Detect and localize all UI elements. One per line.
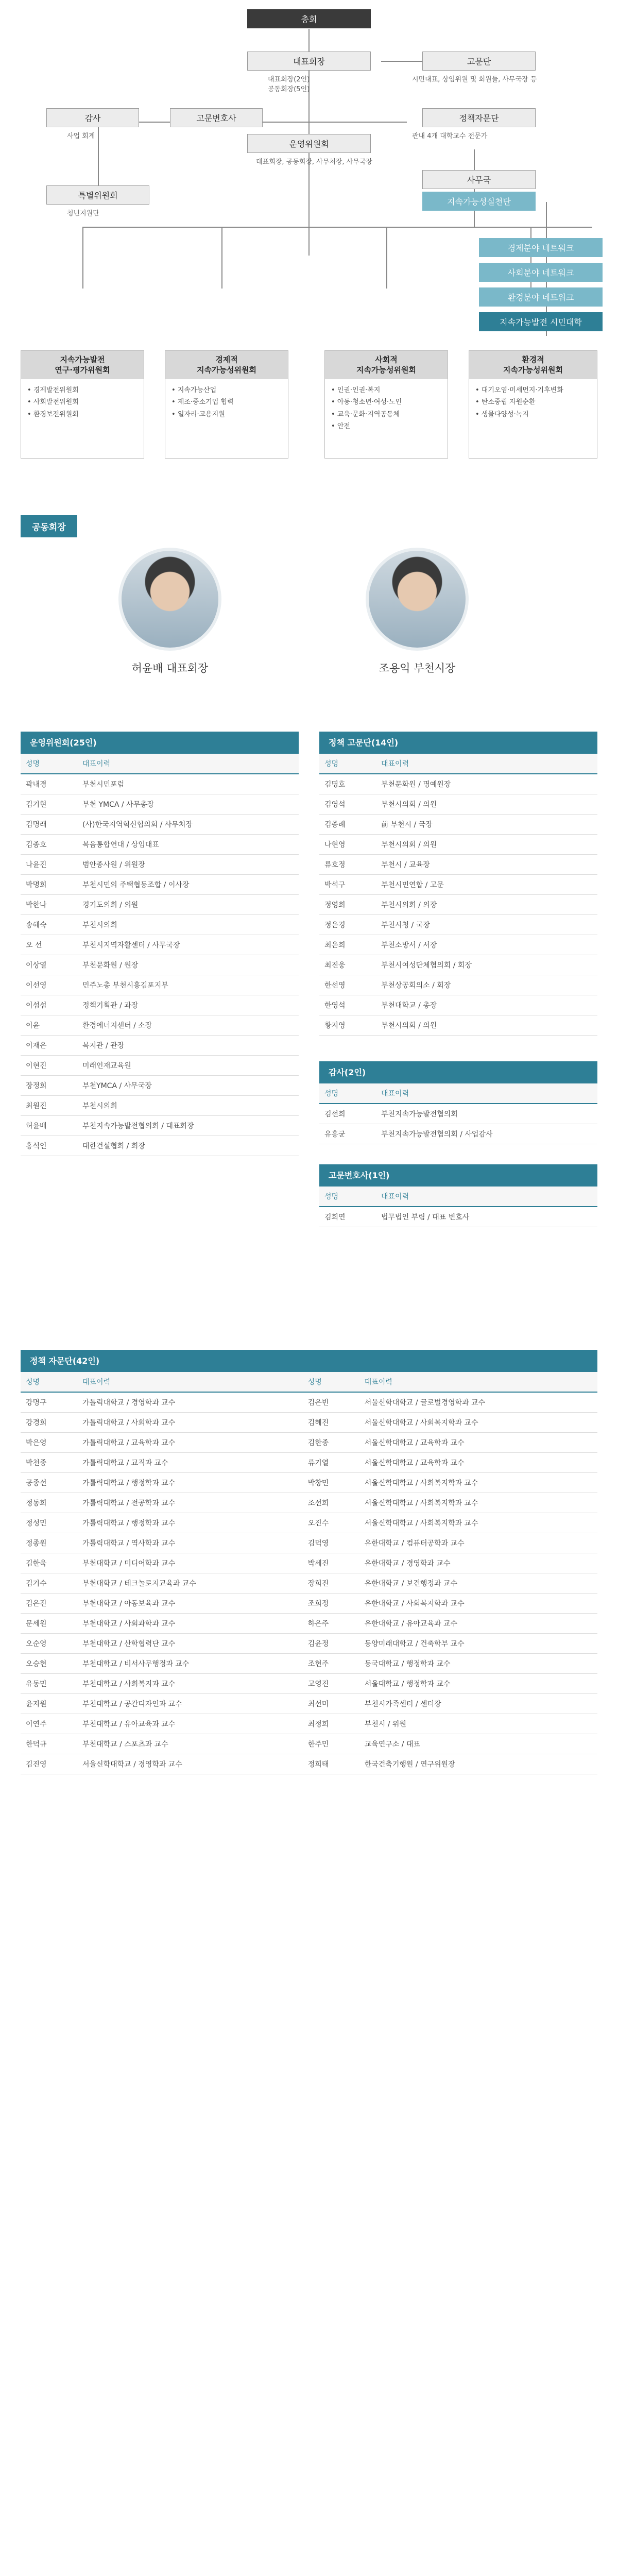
- cell-history: 경기도의회 / 의원: [77, 895, 299, 915]
- cell-history: 서울신학대학교 / 교육학과 교수: [359, 1453, 597, 1473]
- cell-name: 문세원: [21, 1614, 77, 1634]
- cell-name: 김희연: [319, 1207, 376, 1227]
- cell-history: 가톨릭대학교 / 전공학과 교수: [77, 1493, 303, 1513]
- cell-history: 부천대학교 / 아동보육과 교수: [77, 1594, 303, 1614]
- table-audit: [319, 1061, 597, 1144]
- table-steering: [21, 732, 299, 1156]
- cell-history: 부천대학교 / 스포츠과 교수: [77, 1734, 303, 1754]
- table-row: [21, 1392, 597, 1413]
- cell-name: 오진수: [303, 1513, 359, 1533]
- cell-history: 부천시지역자활센터 / 사무국장: [77, 935, 299, 955]
- leader-mayor: [350, 548, 484, 675]
- committee-item: • 일자리·고용지원: [171, 409, 282, 420]
- table-row: [21, 1573, 597, 1594]
- org-general-assembly: 총회: [247, 9, 371, 28]
- table-row: [21, 1136, 299, 1156]
- org-division-college: 지속가능발전 시민대학: [479, 312, 603, 331]
- org-secretariat-sub: 지속가능성실천단: [422, 192, 536, 211]
- table-row: [21, 855, 299, 875]
- committee-item: • 경제발전위원회: [27, 384, 138, 396]
- table-row: [21, 815, 299, 835]
- cell-history: 부천지속가능발전협의회: [376, 1104, 597, 1124]
- cell-history: 부천대학교 / 사회복지과 교수: [77, 1674, 303, 1694]
- org-special-note: 청년지원단: [67, 210, 99, 217]
- cell-name: 조현주: [303, 1654, 359, 1674]
- table-row: [21, 1096, 299, 1116]
- committee-card-society: [324, 350, 448, 459]
- cell-name: 송혜숙: [21, 915, 77, 935]
- cell-name: 김기수: [21, 1573, 77, 1594]
- cell-name: 이상열: [21, 955, 77, 975]
- cell-name: 정은경: [319, 915, 376, 935]
- cell-history: 부천지속가능발전협의회 / 대표회장: [77, 1116, 299, 1136]
- cell-history: 가톨릭대학교 / 교직과 교수: [77, 1453, 303, 1473]
- cell-name: 곽내경: [21, 774, 77, 794]
- cell-name: 한주민: [303, 1734, 359, 1754]
- cell-name: 박천종: [21, 1453, 77, 1473]
- table-row: [319, 815, 597, 835]
- col-history: 대표이력: [359, 1371, 597, 1392]
- org-audit: 감사: [46, 108, 139, 127]
- leader-name: 조용익 부천시장: [379, 662, 456, 674]
- table-title: 운영위원회(25인): [21, 732, 299, 753]
- committee-item: • 제조·중소기업 협력: [171, 396, 282, 408]
- table-row: [319, 955, 597, 975]
- cell-history: 유한대학교 / 컴퓨터공학과 교수: [359, 1533, 597, 1553]
- table-row: [21, 1614, 597, 1634]
- cell-name: 이현진: [21, 1056, 77, 1076]
- cell-history: 환경에너지센터 / 소장: [77, 1015, 299, 1036]
- leader-name: 허윤배 대표회장: [131, 662, 209, 674]
- cell-name: 오 선: [21, 935, 77, 955]
- cell-name: 류기열: [303, 1453, 359, 1473]
- cell-history: 가톨릭대학교 / 경영학과 교수: [77, 1392, 303, 1413]
- org-chart: [0, 0, 618, 515]
- table-row: [21, 915, 299, 935]
- cell-history: 서울신학대학교 / 사회복지학과 교수: [359, 1473, 597, 1493]
- cell-history: 부천시의회 / 의원: [376, 1015, 597, 1036]
- cell-history: 부천시 / 교육장: [376, 855, 597, 875]
- cell-history: 유한대학교 / 유아교육과 교수: [359, 1614, 597, 1634]
- table-row: [21, 955, 299, 975]
- cell-name: 홍석인: [21, 1136, 77, 1156]
- committee-title: 지속가능발전 연구·평가위원회: [21, 351, 144, 379]
- table-row: [319, 975, 597, 995]
- table-row: [319, 794, 597, 815]
- org-division-environment: 환경분야 네트워크: [479, 287, 603, 307]
- cell-name: 김명래: [21, 815, 77, 835]
- cell-history: 부천대학교 / 비서사무행정과 교수: [77, 1654, 303, 1674]
- cell-name: 김진영: [21, 1754, 77, 1774]
- cell-history: 부천대학교 / 테크놀로지교육과 교수: [77, 1573, 303, 1594]
- cell-name: 박명희: [21, 875, 77, 895]
- org-consult-note: 시민대표, 상임위원 및 회원들, 사무국장 등: [412, 76, 537, 83]
- col-name: 성명: [303, 1371, 359, 1392]
- cell-history: 부천시의회: [77, 915, 299, 935]
- table-row: [21, 1754, 597, 1774]
- table-row: [21, 1036, 299, 1056]
- cell-history: 부천시청 / 국장: [376, 915, 597, 935]
- cell-history: 부천시 / 위원: [359, 1714, 597, 1734]
- cell-history: 부천 YMCA / 사무총장: [77, 794, 299, 815]
- cell-history: 유한대학교 / 경영학과 교수: [359, 1553, 597, 1573]
- col-name: 성명: [319, 1083, 376, 1104]
- table-row: [319, 835, 597, 855]
- cell-name: 장희진: [303, 1573, 359, 1594]
- table-title: 정책 자문단(42인): [21, 1350, 597, 1371]
- org-advisory: 고문변호사: [170, 108, 263, 127]
- table-row: [319, 895, 597, 915]
- table-title: 감사(2인): [319, 1061, 597, 1082]
- cell-history: 부천시의회 / 의원: [376, 835, 597, 855]
- table-row: [21, 794, 299, 815]
- org-board: 대표회장: [247, 52, 371, 71]
- cell-name: 공종선: [21, 1473, 77, 1493]
- cell-name: 류호정: [319, 855, 376, 875]
- committee-item: • 사회발전위원회: [27, 396, 138, 408]
- cell-history: 유한대학교 / 사회복지학과 교수: [359, 1594, 597, 1614]
- table-row: [319, 1104, 597, 1124]
- cell-history: 미래인재교육원: [77, 1056, 299, 1076]
- table-row: [21, 1694, 597, 1714]
- table-row: [21, 1116, 299, 1136]
- cell-history: 한국건축기행원 / 연구위원장: [359, 1754, 597, 1774]
- table-consult: [319, 732, 597, 1036]
- leaders: [21, 548, 597, 713]
- committee-item: • 지속가능산업: [171, 384, 282, 396]
- cell-history: 범안종사원 / 위원장: [77, 855, 299, 875]
- cell-name: 윤지원: [21, 1694, 77, 1714]
- cell-history: 부천시민연합 / 고문: [376, 875, 597, 895]
- cell-name: 김종호: [21, 835, 77, 855]
- col-history: 대표이력: [376, 1083, 597, 1104]
- cell-name: 정영희: [319, 895, 376, 915]
- cell-history: 부천대학교 / 사회과학과 교수: [77, 1614, 303, 1634]
- org-board-note: 대표회장(2인) 공동회장(5인): [268, 76, 310, 93]
- committee-item: • 탄소중립 자원순환: [475, 396, 591, 408]
- cell-history: 복지관 / 관장: [77, 1036, 299, 1056]
- cell-name: 유홍균: [319, 1124, 376, 1144]
- committee-title: 경제적 지속가능성위원회: [165, 351, 288, 379]
- cell-name: 박은영: [21, 1433, 77, 1453]
- table-row: [21, 895, 299, 915]
- table-row: [319, 1207, 597, 1227]
- cell-name: 김한욱: [21, 1553, 77, 1573]
- col-history: 대표이력: [77, 1371, 303, 1392]
- cell-history: 서울신학대학교 / 사회복지학과 교수: [359, 1493, 597, 1513]
- cell-history: 서울대학교 / 행정학과 교수: [359, 1674, 597, 1694]
- org-division-economy: 경제분야 네트워크: [479, 238, 603, 257]
- cell-history: 부천시의회: [77, 1096, 299, 1116]
- cell-name: 이재은: [21, 1036, 77, 1056]
- cell-history: 서울신학대학교 / 사회복지학과 교수: [359, 1513, 597, 1533]
- table-row: [21, 1734, 597, 1754]
- table-row: [21, 1056, 299, 1076]
- committee-title: 사회적 지속가능성위원회: [325, 351, 448, 379]
- committee-title: 환경적 지속가능성위원회: [469, 351, 597, 379]
- cell-name: 나현영: [319, 835, 376, 855]
- table-row: [21, 995, 299, 1015]
- col-name: 성명: [319, 753, 376, 774]
- cell-history: 정책기획관 / 과장: [77, 995, 299, 1015]
- table-row: [21, 774, 299, 794]
- table-row: [319, 1124, 597, 1144]
- cell-history: 대한건설협회 / 회장: [77, 1136, 299, 1156]
- table-row: [319, 1015, 597, 1036]
- cell-name: 최선미: [303, 1694, 359, 1714]
- section-title-cochairs: 공동회장: [21, 515, 77, 537]
- committee-item: • 생물다양성·녹지: [475, 409, 591, 420]
- cell-history: 가톨릭대학교 / 행정학과 교수: [77, 1473, 303, 1493]
- table-row: [21, 1654, 597, 1674]
- policy-section: [0, 1350, 618, 1814]
- cell-history: 법무법인 부림 / 대표 변호사: [376, 1207, 597, 1227]
- cell-history: 부천시여성단체협의회 / 회장: [376, 955, 597, 975]
- cell-name: 오순영: [21, 1634, 77, 1654]
- cell-name: 하은주: [303, 1614, 359, 1634]
- table-row: [21, 1513, 597, 1533]
- col-history: 대표이력: [376, 753, 597, 774]
- cell-history: 부천상공회의소 / 회장: [376, 975, 597, 995]
- org-secretariat: 사무국: [422, 170, 536, 189]
- cell-history: 부천지속가능발전협의회 / 사업감사: [376, 1124, 597, 1144]
- cell-name: 황지영: [319, 1015, 376, 1036]
- cell-name: 한덕규: [21, 1734, 77, 1754]
- table-row: [21, 1634, 597, 1654]
- table-row: [21, 975, 299, 995]
- table-row: [21, 835, 299, 855]
- col-name: 성명: [21, 1371, 77, 1392]
- cell-history: 서울신학대학교 / 경영학과 교수: [77, 1754, 303, 1774]
- cell-history: 부천대학교 / 산학협력단 교수: [77, 1634, 303, 1654]
- table-row: [21, 1453, 597, 1473]
- cell-name: 김종례: [319, 815, 376, 835]
- cell-name: 이윤: [21, 1015, 77, 1036]
- table-row: [21, 1015, 299, 1036]
- cell-name: 김선희: [319, 1104, 376, 1124]
- table-title: 고문변호사(1인): [319, 1164, 597, 1185]
- cell-history: 부천시의회 / 의원: [376, 794, 597, 815]
- col-history: 대표이력: [77, 753, 299, 774]
- cell-name: 김은진: [21, 1594, 77, 1614]
- table-row: [319, 915, 597, 935]
- table-row: [21, 1076, 299, 1096]
- table-row: [319, 995, 597, 1015]
- org-consult: 고문단: [422, 52, 536, 71]
- table-row: [21, 1553, 597, 1573]
- cell-name: 이선영: [21, 975, 77, 995]
- cell-history: 부천대학교 / 유아교육과 교수: [77, 1714, 303, 1734]
- cell-history: 유한대학교 / 보건행정과 교수: [359, 1573, 597, 1594]
- cell-history: 교육연구소 / 대표: [359, 1734, 597, 1754]
- cell-history: 부천문화원 / 명예원장: [376, 774, 597, 794]
- org-steering: 운영위원회: [247, 134, 371, 153]
- table-row: [21, 875, 299, 895]
- cell-history: 서울신학대학교 / 글로벌경영학과 교수: [359, 1392, 597, 1413]
- cell-history: 복음통합연대 / 상임대표: [77, 835, 299, 855]
- cell-name: 김은빈: [303, 1392, 359, 1413]
- cell-history: (사)한국지역혁신협의회 / 사무처장: [77, 815, 299, 835]
- cell-name: 이섬섬: [21, 995, 77, 1015]
- table-row: [319, 855, 597, 875]
- cell-name: 최정희: [303, 1714, 359, 1734]
- table-row: [21, 1473, 597, 1493]
- cell-name: 나윤진: [21, 855, 77, 875]
- committee-card-research: [21, 350, 144, 459]
- cell-name: 정희태: [303, 1754, 359, 1774]
- cell-name: 장정희: [21, 1076, 77, 1096]
- cell-name: 강경희: [21, 1413, 77, 1433]
- col-history: 대표이력: [376, 1186, 597, 1207]
- table-row: [319, 774, 597, 794]
- org-division-society: 사회분야 네트워크: [479, 263, 603, 282]
- cell-name: 박석구: [319, 875, 376, 895]
- table-advisory: [319, 1164, 597, 1227]
- cell-history: 부천대학교 / 공간디자인과 교수: [77, 1694, 303, 1714]
- cell-name: 조선희: [303, 1493, 359, 1513]
- cell-name: 박한나: [21, 895, 77, 915]
- table-row: [21, 1533, 597, 1553]
- cell-name: 김한종: [303, 1433, 359, 1453]
- table-row: [21, 1493, 597, 1513]
- table-row: [21, 1714, 597, 1734]
- cell-name: 김명호: [319, 774, 376, 794]
- cell-name: 고영진: [303, 1674, 359, 1694]
- committee-item: • 아동·청소년·여성·노인: [331, 396, 441, 408]
- cell-history: 부천대학교 / 총장: [376, 995, 597, 1015]
- cell-name: 허윤배: [21, 1116, 77, 1136]
- cell-name: 오승현: [21, 1654, 77, 1674]
- org-steering-note: 대표회장, 공동회장, 사무처장, 사무국장: [256, 158, 372, 166]
- table-title: 정책 고문단(14인): [319, 732, 597, 753]
- table-row: [21, 1433, 597, 1453]
- committee-item: • 환경보전위원회: [27, 409, 138, 420]
- cell-name: 정성민: [21, 1513, 77, 1533]
- committee-card-environment: [469, 350, 597, 459]
- committee-card-economy: [165, 350, 288, 459]
- committee-item: • 대기오염·미세먼지·기후변화: [475, 384, 591, 396]
- cell-name: 김덕영: [303, 1533, 359, 1553]
- policy-table: [21, 1371, 597, 1774]
- cell-history: 부천문화원 / 원장: [77, 955, 299, 975]
- cell-history: 가톨릭대학교 / 사회학과 교수: [77, 1413, 303, 1433]
- table-row: [319, 875, 597, 895]
- avatar: [118, 548, 221, 651]
- cell-name: 박세진: [303, 1553, 359, 1573]
- cell-history: 부천YMCA / 사무국장: [77, 1076, 299, 1096]
- cell-name: 유동민: [21, 1674, 77, 1694]
- table-row: [319, 935, 597, 955]
- avatar: [366, 548, 469, 651]
- committee-item: • 교육·문화·지역공동체: [331, 409, 441, 420]
- col-name: 성명: [319, 1186, 376, 1207]
- table-row: [21, 1413, 597, 1433]
- committee-item: • 안전: [331, 420, 441, 432]
- cell-history: 서울신학대학교 / 사회복지학과 교수: [359, 1413, 597, 1433]
- leader-chairman: [103, 548, 237, 675]
- cell-name: 정종원: [21, 1533, 77, 1553]
- cell-name: 김영석: [319, 794, 376, 815]
- table-row: [21, 1674, 597, 1694]
- cell-name: 이연주: [21, 1714, 77, 1734]
- cell-name: 김윤정: [303, 1634, 359, 1654]
- org-special: 특별위원회: [46, 185, 149, 205]
- cell-history: 부천시민포럼: [77, 774, 299, 794]
- cell-name: 최원진: [21, 1096, 77, 1116]
- cell-history: 동국대학교 / 행정학과 교수: [359, 1654, 597, 1674]
- cell-history: 가톨릭대학교 / 역사학과 교수: [77, 1533, 303, 1553]
- cell-name: 최진웅: [319, 955, 376, 975]
- cell-history: 서울신학대학교 / 교육학과 교수: [359, 1433, 597, 1453]
- cell-name: 한선영: [319, 975, 376, 995]
- cell-name: 김혜진: [303, 1413, 359, 1433]
- table-row: [21, 1594, 597, 1614]
- cell-history: 동양미래대학교 / 건축학부 교수: [359, 1634, 597, 1654]
- table-row: [21, 935, 299, 955]
- cell-history: 부천시의회 / 의장: [376, 895, 597, 915]
- cell-name: 박창민: [303, 1473, 359, 1493]
- cell-history: 가톨릭대학교 / 교육학과 교수: [77, 1433, 303, 1453]
- co-chairs-section: [0, 515, 618, 732]
- cell-name: 강명구: [21, 1392, 77, 1413]
- cell-name: 김기현: [21, 794, 77, 815]
- cell-history: 부천소방서 / 서장: [376, 935, 597, 955]
- cell-name: 한영석: [319, 995, 376, 1015]
- cell-history: 부천대학교 / 미디어학과 교수: [77, 1553, 303, 1573]
- cell-history: 가톨릭대학교 / 행정학과 교수: [77, 1513, 303, 1533]
- cell-name: 정동희: [21, 1493, 77, 1513]
- org-audit-note: 사업 회계: [67, 132, 95, 140]
- committee-tables: [0, 732, 618, 1350]
- cell-history: 부천시민의 주택협동조합 / 이사장: [77, 875, 299, 895]
- cell-history: 前 부천시 / 국장: [376, 815, 597, 835]
- org-policy-note: 관내 4개 대학교수 전문가: [412, 132, 488, 140]
- cell-history: 부천시가족센터 / 센터장: [359, 1694, 597, 1714]
- col-name: 성명: [21, 753, 77, 774]
- committee-item: • 인권·인권·복지: [331, 384, 441, 396]
- cell-name: 조희정: [303, 1594, 359, 1614]
- cell-name: 최은희: [319, 935, 376, 955]
- cell-history: 민주노총 부천시흥김포지부: [77, 975, 299, 995]
- org-policy: 정책자문단: [422, 108, 536, 127]
